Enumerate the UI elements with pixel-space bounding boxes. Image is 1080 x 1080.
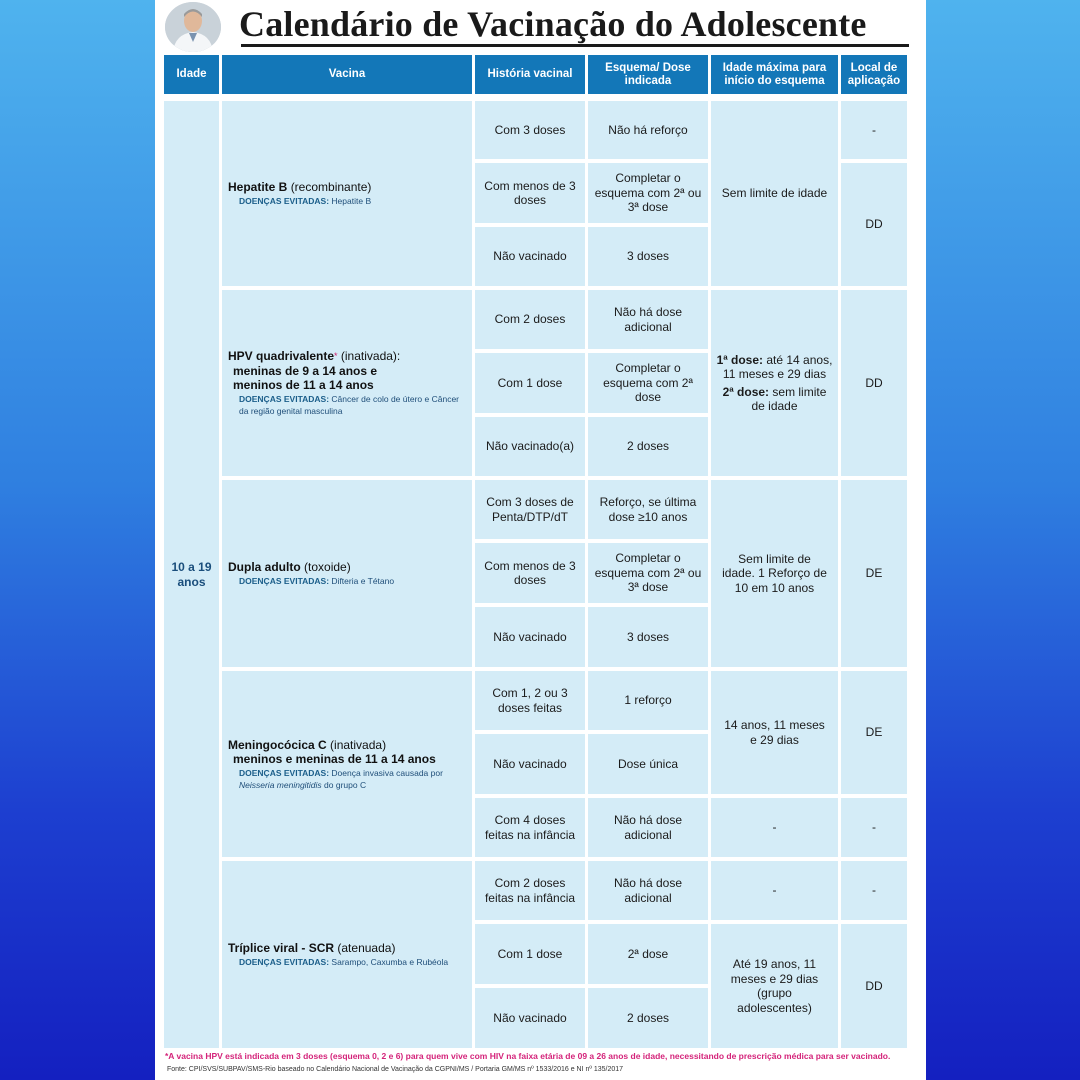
history-cell: Com 1 dose [475, 924, 585, 984]
vaccine-cell-hpv [222, 290, 472, 476]
diseases-label: DOENÇAS EVITADAS: [239, 393, 330, 404]
diseases-text: Câncer de colo de útero e Câncer da região genital masculina [239, 393, 459, 416]
dose-cell: Completar o esquema com 2ª ou 3ª dose [588, 543, 708, 603]
max-age-cell: Até 19 anos, 11 meses e 29 dias (grupo adolescentes) [711, 924, 838, 1048]
history-cell: Não vacinado [475, 607, 585, 667]
vaccine-name: Hepatite B [228, 180, 288, 195]
vaccine-type: (toxoide) [304, 560, 351, 575]
history-cell: Com 4 doses feitas na infância [475, 798, 585, 857]
history-cell: Com 3 doses [475, 101, 585, 159]
dose-cell: 2 doses [588, 417, 708, 476]
vaccine-type: (inativada): [340, 349, 401, 364]
dose-cell: Não há dose adicional [588, 290, 708, 349]
dose-cell: 3 doses [588, 227, 708, 286]
diseases-label: DOENÇAS EVITADAS: [239, 956, 330, 967]
max-age-cell: Sem limite de idade. 1 Reforço de 10 em 10 anos [711, 480, 838, 667]
max-age-dose2-label: 2ª dose: [722, 384, 770, 399]
title-underline [241, 44, 909, 47]
max-age-dose1-label: 1ª dose: [716, 352, 764, 367]
vaccine-target-group: meninas de 9 a 14 anos e [233, 363, 378, 378]
diseases-text: Sarampo, Caxumba e Rubéola [331, 956, 449, 967]
local-cell: - [841, 861, 907, 920]
dose-cell: Não há dose adicional [588, 861, 708, 920]
max-age-cell [711, 290, 838, 476]
dose-cell: Completar o esquema com 2ª ou 3ª dose [588, 163, 708, 223]
vaccine-cell-hepatite-b [222, 101, 472, 286]
vaccine-type: (atenuada) [337, 941, 396, 956]
max-age-dose2: sem limite de idade [751, 384, 827, 413]
page-header [155, 0, 926, 52]
local-cell: DD [841, 290, 907, 476]
vaccine-type: (inativada) [330, 737, 387, 752]
diseases-label: DOENÇAS EVITADAS: [239, 767, 330, 778]
header-idade: Idade [164, 55, 219, 94]
dose-cell: 2 doses [588, 988, 708, 1048]
diseases-label: DOENÇAS EVITADAS: [239, 195, 330, 206]
vaccine-cell-meningococica-c [222, 671, 472, 857]
local-cell: DD [841, 924, 907, 1048]
vaccine-name: Tríplice viral - SCR [228, 941, 335, 956]
source-note: Fonte: CPI/SVS/SUBPAV/SMS-Rio baseado no Calendário Nacional de Vacinação da CGPNI/MS / Portaria GM/MS nº 1533/2016 e NI nº 135/2017 [167, 1066, 624, 1073]
diseases-text: Hepatite B [331, 195, 372, 206]
local-cell: - [841, 798, 907, 857]
local-cell: DE [841, 480, 907, 667]
header-historia-vacinal: História vacinal [475, 55, 585, 94]
page-title: Calendário de Vacinação do Adolescente [239, 4, 867, 44]
vaccine-name: HPV quadrivalente [228, 349, 335, 364]
history-cell: Com 2 doses [475, 290, 585, 349]
diseases-text: Difteria e Tétano [331, 575, 395, 586]
header-local-aplicacao: Local de aplicação [841, 55, 907, 94]
dose-cell: 1 reforço [588, 671, 708, 730]
history-cell: Não vacinado [475, 227, 585, 286]
local-cell: DD [841, 163, 907, 286]
header-esquema: Esquema/ Dose indicada [588, 55, 708, 94]
dose-cell: Não há dose adicional [588, 798, 708, 857]
vaccine-type: (recombinante) [290, 180, 372, 195]
diseases-text: Doença invasiva causada por [331, 767, 443, 778]
age-group-cell [164, 101, 219, 1048]
dose-cell: 2ª dose [588, 924, 708, 984]
vaccine-cell-triplice-viral [222, 861, 472, 1048]
max-age-cell: 14 anos, 11 meses e 29 dias [711, 671, 838, 794]
history-cell: Com 3 doses de Penta/DTP/dT [475, 480, 585, 539]
vaccine-cell-dupla-adulto [222, 480, 472, 667]
local-cell: - [841, 101, 907, 159]
history-cell: Não vacinado(a) [475, 417, 585, 476]
history-cell: Com menos de 3 doses [475, 163, 585, 223]
dose-cell: Completar o esquema com 2ª dose [588, 353, 708, 413]
max-age-dose1: até 14 anos, 11 meses e 29 dias [722, 352, 833, 381]
dose-cell: 3 doses [588, 607, 708, 667]
vaccine-target-group: meninos e meninas de 11 a 14 anos [233, 752, 436, 766]
dose-cell: Reforço, se última dose ≥10 anos [588, 480, 708, 539]
history-cell: Não vacinado [475, 988, 585, 1048]
age-group-label: 10 a 19 anos [171, 560, 212, 589]
hpv-footnote: *A vacina HPV está indicada em 3 doses (esquema 0, 2 e 6) para quem vive com HIV na faixa etária de 09 a 26 anos de idade, necessitando de prescrição médica para ser vacinado. [165, 1051, 891, 1061]
max-age-cell: Sem limite de idade [711, 101, 838, 286]
max-age-cell: - [711, 798, 838, 857]
dose-cell: Dose única [588, 734, 708, 794]
vaccination-calendar-sheet [155, 0, 926, 1080]
footnote-marker: * [334, 351, 338, 362]
local-cell: DE [841, 671, 907, 794]
doctor-avatar [165, 2, 221, 52]
diseases-text-end: do grupo C [324, 779, 367, 790]
dose-cell: Não há reforço [588, 101, 708, 159]
vaccine-target-group: meninos de 11 a 14 anos [233, 378, 374, 393]
diseases-label: DOENÇAS EVITADAS: [239, 575, 330, 586]
header-idade-maxima: Idade máxima para início do esquema [711, 55, 838, 94]
history-cell: Com 2 doses feitas na infância [475, 861, 585, 920]
vaccine-name: Meningocócica C [228, 737, 327, 752]
max-age-cell: - [711, 861, 838, 920]
history-cell: Com menos de 3 doses [475, 543, 585, 603]
history-cell: Com 1, 2 ou 3 doses feitas [475, 671, 585, 730]
diseases-pathogen: Neisseria meningitidis [239, 779, 322, 790]
header-vacina: Vacina [222, 55, 472, 94]
vaccine-name: Dupla adulto [228, 560, 301, 575]
history-cell: Não vacinado [475, 734, 585, 794]
history-cell: Com 1 dose [475, 353, 585, 413]
